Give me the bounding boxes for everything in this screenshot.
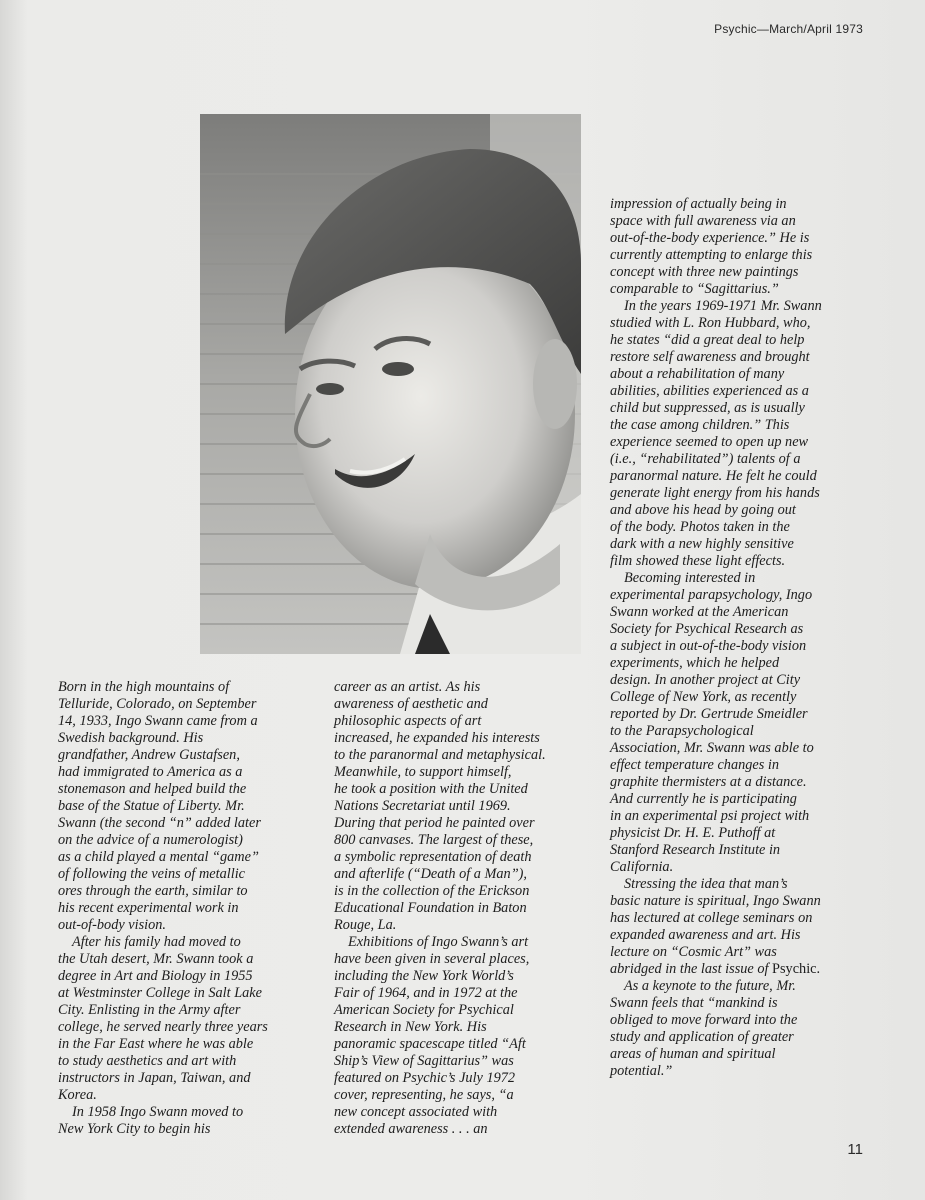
text-line: college, he served nearly three years: [58, 1019, 268, 1035]
text-line: California.: [610, 859, 674, 875]
text-line: In the years 1969-1971 Mr. Swann: [624, 298, 822, 314]
magazine-name: Psychic.: [772, 961, 821, 977]
text-line: Swann feels that “mankind is: [610, 995, 778, 1011]
text-line: Nations Secretariat until 1969.: [334, 798, 511, 814]
text-line: awareness of aesthetic and: [334, 696, 488, 712]
text-line: studied with L. Ron Hubbard, who,: [610, 315, 811, 331]
text-line: a symbolic representation of death: [334, 849, 532, 865]
text-line: College of New York, as recently: [610, 689, 797, 705]
text-line: abilities, abilities experienced as a: [610, 383, 809, 399]
text-line: film showed these light effects.: [610, 553, 786, 569]
text-line: New York City to begin his: [58, 1121, 211, 1137]
text-line: the case among children.” This: [610, 417, 790, 433]
portrait-photo: [200, 114, 581, 654]
text-line: he took a position with the United: [334, 781, 528, 797]
article-column-2: [334, 679, 546, 1138]
text-line: degree in Art and Biology in 1955: [58, 968, 253, 984]
text-line: a subject in out-of-the-body vision: [610, 638, 807, 654]
text-line: about a rehabilitation of many: [610, 366, 785, 382]
text-line: After his family had moved to: [72, 934, 241, 950]
text-line: featured on Psychic’s July 1972: [334, 1070, 516, 1086]
text-line: paranormal nature. He felt he could: [610, 468, 817, 484]
text-line: impression of actually being in: [610, 196, 787, 212]
text-line: design. In another project at City: [610, 672, 801, 688]
text-line: areas of human and spiritual: [610, 1046, 776, 1062]
text-line: generate light energy from his hands: [610, 485, 820, 501]
text-line: City. Enlisting in the Army after: [58, 1002, 241, 1018]
text-line: Research in New York. His: [334, 1019, 487, 1035]
text-line: currently attempting to enlarge this: [610, 247, 813, 263]
text-line: 14, 1933, Ingo Swann came from a: [58, 713, 258, 729]
text-line: lecture on “Cosmic Art” was: [610, 944, 777, 960]
text-line: Society for Psychical Research as: [610, 621, 804, 637]
text-line: concept with three new paintings: [610, 264, 799, 280]
text-line: including the New York World’s: [334, 968, 514, 984]
text-line: potential.”: [610, 1063, 673, 1079]
text-line: Swann (the second “n” added later: [58, 815, 261, 831]
text-line: ores through the earth, similar to: [58, 883, 248, 899]
text-line: had immigrated to America as a: [58, 764, 243, 780]
text-line: Association, Mr. Swann was able to: [610, 740, 814, 756]
text-line: child but suppressed, as is usually: [610, 400, 805, 416]
text-line: graphite thermisters at a distance.: [610, 774, 807, 790]
text-line: Meanwhile, to support himself,: [334, 764, 512, 780]
text-line: to study aesthetics and art with: [58, 1053, 237, 1069]
article-column-3: [610, 196, 822, 1080]
text-line: reported by Dr. Gertrude Smeidler: [610, 706, 808, 722]
page-number: 11: [847, 1141, 863, 1158]
text-line: experience seemed to open up new: [610, 434, 809, 450]
text-line: Swedish background. His: [58, 730, 204, 746]
text-line: experimental parapsychology, Ingo: [610, 587, 813, 603]
text-line: Korea.: [58, 1087, 97, 1103]
text-line: increased, he expanded his interests: [334, 730, 540, 746]
text-line: at Westminster College in Salt Lake: [58, 985, 262, 1001]
text-line: to the paranormal and metaphysical.: [334, 747, 546, 763]
text-line: Born in the high mountains of: [58, 679, 230, 695]
text-line: (i.e., “rehabilitated”) talents of a: [610, 451, 801, 467]
text-line-with-magazine-name: [610, 961, 822, 978]
text-line: base of the Statue of Liberty. Mr.: [58, 798, 245, 814]
text-line: cover, representing, he says, “a: [334, 1087, 514, 1103]
text-line: the Utah desert, Mr. Swann took a: [58, 951, 254, 967]
text-line: extended awareness . . . an: [334, 1121, 488, 1137]
text-line: comparable to “Sagittarius.”: [610, 281, 779, 297]
text-line: dark with a new highly sensitive: [610, 536, 794, 552]
text-line: in the Far East where he was able: [58, 1036, 254, 1052]
text-line: has lectured at college seminars on: [610, 910, 813, 926]
text-line: he states “did a great deal to help: [610, 332, 805, 348]
text-line: on the advice of a numerologist): [58, 832, 243, 848]
text-line: and above his head by going out: [610, 502, 796, 518]
text-line: Stanford Research Institute in: [610, 842, 781, 858]
text-line: Telluride, Colorado, on September: [58, 696, 257, 712]
text-line: American Society for Psychical: [334, 1002, 514, 1018]
text-line: 800 canvases. The largest of these,: [334, 832, 534, 848]
text-line: abridged in the last issue of: [610, 961, 773, 977]
text-line: as a child played a mental “game”: [58, 849, 259, 865]
text-line: out-of-body vision.: [58, 917, 167, 933]
text-line: career as an artist. As his: [334, 679, 481, 695]
text-line: panoramic spacescape titled “Aft: [334, 1036, 526, 1052]
text-line: Swann worked at the American: [610, 604, 789, 620]
text-line: new concept associated with: [334, 1104, 498, 1120]
text-line: experiments, which he helped: [610, 655, 780, 671]
text-line: expanded awareness and art. His: [610, 927, 801, 943]
text-line: During that period he painted over: [334, 815, 535, 831]
text-line: physicist Dr. H. E. Puthoff at: [610, 825, 776, 841]
text-line: to the Parapsychological: [610, 723, 754, 739]
text-line: Rouge, La.: [334, 917, 397, 933]
text-line: Fair of 1964, and in 1972 at the: [334, 985, 518, 1001]
text-line: philosophic aspects of art: [334, 713, 482, 729]
text-line: and afterlife (“Death of a Man”),: [334, 866, 527, 882]
text-line: Ship’s View of Sagittarius” was: [334, 1053, 514, 1069]
text-line: obliged to move forward into the: [610, 1012, 798, 1028]
text-line: Stressing the idea that man’s: [624, 876, 788, 892]
portrait-photo-icon: [200, 114, 581, 654]
text-line: study and application of greater: [610, 1029, 794, 1045]
text-line: of following the veins of metallic: [58, 866, 246, 882]
text-line: his recent experimental work in: [58, 900, 239, 916]
text-line: grandfather, Andrew Gustafsen,: [58, 747, 240, 763]
text-line: have been given in several places,: [334, 951, 530, 967]
text-line: instructors in Japan, Taiwan, and: [58, 1070, 251, 1086]
text-line: out-of-the-body experience.” He is: [610, 230, 810, 246]
text-line: Becoming interested in: [624, 570, 756, 586]
text-line: in an experimental psi project with: [610, 808, 810, 824]
text-line: As a keynote to the future, Mr.: [624, 978, 796, 994]
text-line: space with full awareness via an: [610, 213, 796, 229]
text-line: restore self awareness and brought: [610, 349, 810, 365]
article-column-1: [58, 679, 268, 1138]
text-line: And currently he is participating: [610, 791, 797, 807]
text-line: stonemason and helped build the: [58, 781, 247, 797]
running-head: Psychic—March/April 1973: [714, 22, 863, 36]
text-line: effect temperature changes in: [610, 757, 779, 773]
text-line: of the body. Photos taken in the: [610, 519, 790, 535]
text-line: basic nature is spiritual, Ingo Swann: [610, 893, 821, 909]
text-line: In 1958 Ingo Swann moved to: [72, 1104, 244, 1120]
text-line: Exhibitions of Ingo Swann’s art: [348, 934, 529, 950]
text-line: Educational Foundation in Baton: [334, 900, 527, 916]
text-line: is in the collection of the Erickson: [334, 883, 530, 899]
